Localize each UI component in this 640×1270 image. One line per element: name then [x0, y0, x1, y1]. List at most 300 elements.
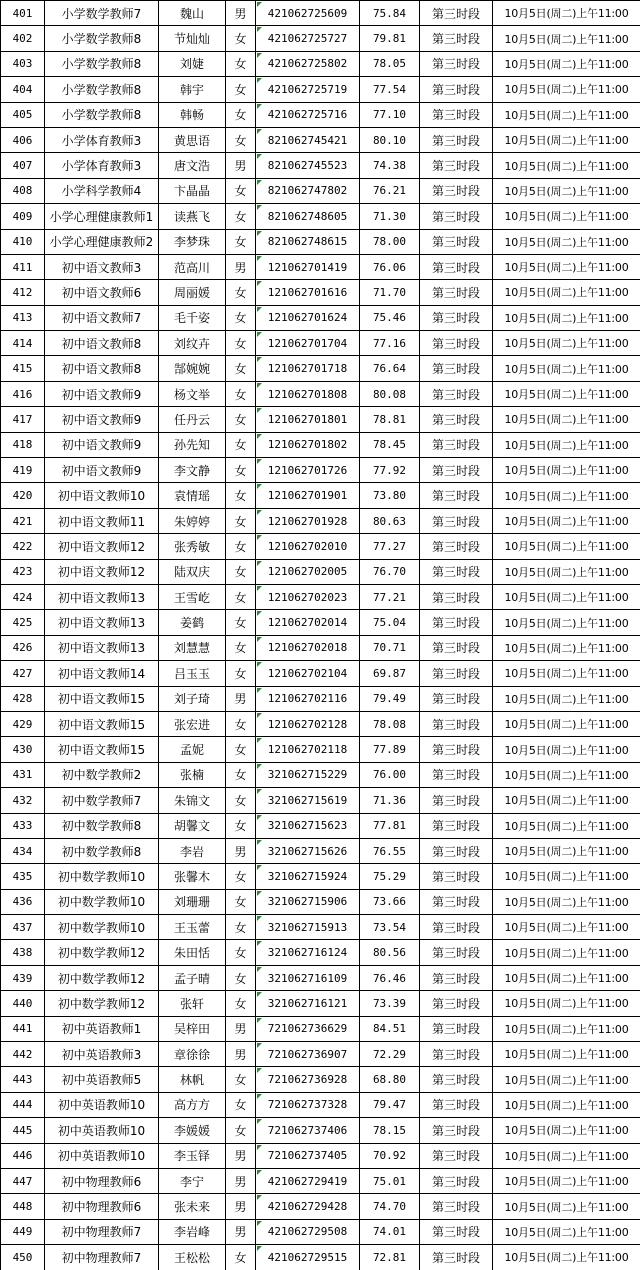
- row-number-cell: 423: [1, 559, 45, 584]
- exam-id-cell: 321062715619: [256, 788, 360, 813]
- row-number-cell: 436: [1, 889, 45, 914]
- row-number-cell: 427: [1, 661, 45, 686]
- score-cell: 74.38: [360, 153, 420, 178]
- candidate-name-cell: 朱田恬: [159, 940, 226, 965]
- session-cell: 第三时段: [420, 838, 493, 863]
- gender-cell: 女: [226, 458, 256, 483]
- position-cell: 初中物理教师6: [45, 1168, 159, 1193]
- candidate-name-cell: 王雪屹: [159, 584, 226, 609]
- table-row: [1, 204, 640, 229]
- table-row: [1, 127, 640, 152]
- session-cell: 第三时段: [420, 1219, 493, 1244]
- position-cell: 初中英语教师3: [45, 1042, 159, 1067]
- session-cell: 第三时段: [420, 686, 493, 711]
- score-cell: 72.81: [360, 1245, 420, 1270]
- check-in-time-cell: 10月5日(周二)上午11:00: [493, 711, 640, 736]
- table-row: [1, 762, 640, 787]
- exam-id-cell: 821062745421: [256, 127, 360, 152]
- session-cell: 第三时段: [420, 991, 493, 1016]
- candidate-name-cell: 李玉铎: [159, 1143, 226, 1168]
- gender-cell: 男: [226, 254, 256, 279]
- candidate-name-cell: 周丽媛: [159, 280, 226, 305]
- gender-cell: 女: [226, 280, 256, 305]
- check-in-time-cell: 10月5日(周二)上午11:00: [493, 331, 640, 356]
- check-in-time-cell: 10月5日(周二)上午11:00: [493, 584, 640, 609]
- gender-cell: 女: [226, 26, 256, 51]
- session-cell: 第三时段: [420, 1, 493, 26]
- table-row: [1, 51, 640, 76]
- position-cell: 初中数学教师10: [45, 889, 159, 914]
- candidate-name-cell: 孟子晴: [159, 965, 226, 990]
- table-row: [1, 178, 640, 203]
- score-cell: 76.00: [360, 762, 420, 787]
- session-cell: 第三时段: [420, 559, 493, 584]
- score-cell: 76.64: [360, 356, 420, 381]
- row-number-cell: 410: [1, 229, 45, 254]
- position-cell: 初中语文教师15: [45, 737, 159, 762]
- gender-cell: 女: [226, 51, 256, 76]
- check-in-time-cell: 10月5日(周二)上午11:00: [493, 1194, 640, 1219]
- gender-cell: 男: [226, 1194, 256, 1219]
- table-row: [1, 1, 640, 26]
- exam-id-cell: 121062702014: [256, 610, 360, 635]
- candidate-name-cell: 郜婉婉: [159, 356, 226, 381]
- table-row: [1, 864, 640, 889]
- position-cell: 初中物理教师7: [45, 1219, 159, 1244]
- candidate-name-cell: 刘纹卉: [159, 331, 226, 356]
- score-cell: 77.10: [360, 102, 420, 127]
- candidate-name-cell: 卞晶晶: [159, 178, 226, 203]
- candidate-name-cell: 张宏进: [159, 711, 226, 736]
- gender-cell: 男: [226, 1143, 256, 1168]
- check-in-time-cell: 10月5日(周二)上午11:00: [493, 432, 640, 457]
- gender-cell: 女: [226, 102, 256, 127]
- table-body: [1, 1, 640, 1270]
- session-cell: 第三时段: [420, 229, 493, 254]
- score-cell: 73.54: [360, 915, 420, 940]
- row-number-cell: 435: [1, 864, 45, 889]
- row-number-cell: 405: [1, 102, 45, 127]
- row-number-cell: 417: [1, 407, 45, 432]
- score-cell: 77.54: [360, 77, 420, 102]
- session-cell: 第三时段: [420, 102, 493, 127]
- check-in-time-cell: 10月5日(周二)上午11:00: [493, 610, 640, 635]
- candidate-name-cell: 姜鹤: [159, 610, 226, 635]
- score-cell: 75.46: [360, 305, 420, 330]
- exam-id-cell: 421062725719: [256, 77, 360, 102]
- score-cell: 76.46: [360, 965, 420, 990]
- candidate-name-cell: 李媛媛: [159, 1118, 226, 1143]
- row-number-cell: 404: [1, 77, 45, 102]
- gender-cell: 女: [226, 534, 256, 559]
- position-cell: 初中语文教师13: [45, 635, 159, 660]
- position-cell: 初中语文教师14: [45, 661, 159, 686]
- check-in-time-cell: 10月5日(周二)上午11:00: [493, 1067, 640, 1092]
- check-in-time-cell: 10月5日(周二)上午11:00: [493, 813, 640, 838]
- position-cell: 初中语文教师9: [45, 432, 159, 457]
- gender-cell: 女: [226, 915, 256, 940]
- table-row: [1, 381, 640, 406]
- table-row: [1, 737, 640, 762]
- exam-id-cell: 421062729508: [256, 1219, 360, 1244]
- candidate-name-cell: 张未来: [159, 1194, 226, 1219]
- exam-id-cell: 121062702128: [256, 711, 360, 736]
- gender-cell: 男: [226, 1016, 256, 1041]
- position-cell: 小学心理健康教师2: [45, 229, 159, 254]
- candidate-name-cell: 杨文举: [159, 381, 226, 406]
- check-in-time-cell: 10月5日(周二)上午11:00: [493, 534, 640, 559]
- table-row: [1, 102, 640, 127]
- session-cell: 第三时段: [420, 51, 493, 76]
- candidate-name-cell: 李宁: [159, 1168, 226, 1193]
- position-cell: 小学数学教师8: [45, 102, 159, 127]
- gender-cell: 女: [226, 508, 256, 533]
- gender-cell: 女: [226, 305, 256, 330]
- score-cell: 68.80: [360, 1067, 420, 1092]
- position-cell: 初中数学教师12: [45, 965, 159, 990]
- check-in-time-cell: 10月5日(周二)上午11:00: [493, 127, 640, 152]
- score-cell: 74.70: [360, 1194, 420, 1219]
- exam-id-cell: 321062715906: [256, 889, 360, 914]
- check-in-time-cell: 10月5日(周二)上午11:00: [493, 965, 640, 990]
- candidate-name-cell: 林帆: [159, 1067, 226, 1092]
- table-row: [1, 1219, 640, 1244]
- candidate-name-cell: 张馨木: [159, 864, 226, 889]
- row-number-cell: 429: [1, 711, 45, 736]
- exam-id-cell: 821062748605: [256, 204, 360, 229]
- candidate-name-cell: 王松松: [159, 1245, 226, 1270]
- score-cell: 71.30: [360, 204, 420, 229]
- row-number-cell: 420: [1, 483, 45, 508]
- table-row: [1, 635, 640, 660]
- position-cell: 初中英语教师10: [45, 1118, 159, 1143]
- position-cell: 初中语文教师3: [45, 254, 159, 279]
- session-cell: 第三时段: [420, 1067, 493, 1092]
- row-number-cell: 412: [1, 280, 45, 305]
- row-number-cell: 441: [1, 1016, 45, 1041]
- exam-id-cell: 121062702118: [256, 737, 360, 762]
- candidate-name-cell: 朱婷婷: [159, 508, 226, 533]
- score-cell: 70.92: [360, 1143, 420, 1168]
- score-cell: 77.81: [360, 813, 420, 838]
- session-cell: 第三时段: [420, 788, 493, 813]
- check-in-time-cell: 10月5日(周二)上午11:00: [493, 26, 640, 51]
- candidate-name-cell: 吴梓田: [159, 1016, 226, 1041]
- position-cell: 初中物理教师7: [45, 1245, 159, 1270]
- position-cell: 初中物理教师6: [45, 1194, 159, 1219]
- score-cell: 80.10: [360, 127, 420, 152]
- exam-id-cell: 721062736629: [256, 1016, 360, 1041]
- gender-cell: 女: [226, 1067, 256, 1092]
- session-cell: 第三时段: [420, 661, 493, 686]
- table-row: [1, 991, 640, 1016]
- exam-id-cell: 321062715924: [256, 864, 360, 889]
- row-number-cell: 414: [1, 331, 45, 356]
- position-cell: 小学心理健康教师1: [45, 204, 159, 229]
- gender-cell: 女: [226, 762, 256, 787]
- table-row: [1, 915, 640, 940]
- gender-cell: 女: [226, 331, 256, 356]
- candidate-name-cell: 任丹云: [159, 407, 226, 432]
- gender-cell: 女: [226, 584, 256, 609]
- gender-cell: 女: [226, 127, 256, 152]
- exam-id-cell: 121062702104: [256, 661, 360, 686]
- row-number-cell: 432: [1, 788, 45, 813]
- exam-id-cell: 421062725727: [256, 26, 360, 51]
- session-cell: 第三时段: [420, 635, 493, 660]
- gender-cell: 女: [226, 432, 256, 457]
- session-cell: 第三时段: [420, 432, 493, 457]
- check-in-time-cell: 10月5日(周二)上午11:00: [493, 1, 640, 26]
- row-number-cell: 403: [1, 51, 45, 76]
- position-cell: 初中语文教师9: [45, 381, 159, 406]
- session-cell: 第三时段: [420, 77, 493, 102]
- gender-cell: 男: [226, 1219, 256, 1244]
- check-in-time-cell: 10月5日(周二)上午11:00: [493, 204, 640, 229]
- session-cell: 第三时段: [420, 305, 493, 330]
- check-in-time-cell: 10月5日(周二)上午11:00: [493, 483, 640, 508]
- table-row: [1, 432, 640, 457]
- session-cell: 第三时段: [420, 940, 493, 965]
- position-cell: 初中语文教师9: [45, 458, 159, 483]
- position-cell: 初中数学教师8: [45, 813, 159, 838]
- position-cell: 初中语文教师15: [45, 686, 159, 711]
- score-cell: 76.55: [360, 838, 420, 863]
- table-row: [1, 889, 640, 914]
- exam-id-cell: 321062715229: [256, 762, 360, 787]
- session-cell: 第三时段: [420, 737, 493, 762]
- candidate-name-cell: 黄思语: [159, 127, 226, 152]
- score-cell: 78.00: [360, 229, 420, 254]
- score-cell: 79.81: [360, 26, 420, 51]
- exam-id-cell: 121062701901: [256, 483, 360, 508]
- candidate-name-cell: 高方方: [159, 1092, 226, 1117]
- gender-cell: 男: [226, 153, 256, 178]
- table-row: [1, 1118, 640, 1143]
- check-in-time-cell: 10月5日(周二)上午11:00: [493, 559, 640, 584]
- row-number-cell: 448: [1, 1194, 45, 1219]
- session-cell: 第三时段: [420, 1118, 493, 1143]
- session-cell: 第三时段: [420, 813, 493, 838]
- exam-id-cell: 321062715913: [256, 915, 360, 940]
- position-cell: 初中数学教师10: [45, 915, 159, 940]
- row-number-cell: 407: [1, 153, 45, 178]
- gender-cell: 女: [226, 610, 256, 635]
- exam-id-cell: 321062716124: [256, 940, 360, 965]
- exam-id-cell: 721062737328: [256, 1092, 360, 1117]
- score-cell: 76.21: [360, 178, 420, 203]
- check-in-time-cell: 10月5日(周二)上午11:00: [493, 508, 640, 533]
- session-cell: 第三时段: [420, 381, 493, 406]
- candidate-name-cell: 孙先知: [159, 432, 226, 457]
- score-cell: 71.36: [360, 788, 420, 813]
- score-cell: 79.49: [360, 686, 420, 711]
- score-cell: 78.45: [360, 432, 420, 457]
- candidate-name-cell: 读燕飞: [159, 204, 226, 229]
- candidate-name-cell: 节灿灿: [159, 26, 226, 51]
- score-cell: 70.71: [360, 635, 420, 660]
- score-cell: 80.08: [360, 381, 420, 406]
- position-cell: 小学体育教师3: [45, 127, 159, 152]
- session-cell: 第三时段: [420, 254, 493, 279]
- row-number-cell: 415: [1, 356, 45, 381]
- session-cell: 第三时段: [420, 153, 493, 178]
- check-in-time-cell: 10月5日(周二)上午11:00: [493, 356, 640, 381]
- candidate-name-cell: 刘子琦: [159, 686, 226, 711]
- candidate-name-cell: 魏山: [159, 1, 226, 26]
- exam-id-cell: 421062729515: [256, 1245, 360, 1270]
- check-in-time-cell: 10月5日(周二)上午11:00: [493, 77, 640, 102]
- exam-id-cell: 121062702023: [256, 584, 360, 609]
- exam-id-cell: 421062725802: [256, 51, 360, 76]
- position-cell: 小学数学教师8: [45, 26, 159, 51]
- gender-cell: 女: [226, 1118, 256, 1143]
- table-row: [1, 813, 640, 838]
- gender-cell: 女: [226, 1092, 256, 1117]
- candidate-name-cell: 李文静: [159, 458, 226, 483]
- position-cell: 初中语文教师13: [45, 584, 159, 609]
- table-row: [1, 1067, 640, 1092]
- candidate-name-cell: 李岩: [159, 838, 226, 863]
- row-number-cell: 450: [1, 1245, 45, 1270]
- exam-id-cell: 121062701726: [256, 458, 360, 483]
- session-cell: 第三时段: [420, 610, 493, 635]
- candidate-name-cell: 唐文浩: [159, 153, 226, 178]
- position-cell: 初中英语教师10: [45, 1092, 159, 1117]
- row-number-cell: 424: [1, 584, 45, 609]
- gender-cell: 女: [226, 711, 256, 736]
- table-row: [1, 280, 640, 305]
- table-row: [1, 534, 640, 559]
- check-in-time-cell: 10月5日(周二)上午11:00: [493, 889, 640, 914]
- score-cell: 80.56: [360, 940, 420, 965]
- session-cell: 第三时段: [420, 407, 493, 432]
- candidate-name-cell: 刘慧慧: [159, 635, 226, 660]
- table-row: [1, 965, 640, 990]
- position-cell: 初中语文教师11: [45, 508, 159, 533]
- session-cell: 第三时段: [420, 1092, 493, 1117]
- position-cell: 小学体育教师3: [45, 153, 159, 178]
- candidate-name-cell: 朱锦文: [159, 788, 226, 813]
- row-number-cell: 433: [1, 813, 45, 838]
- gender-cell: 女: [226, 737, 256, 762]
- row-number-cell: 426: [1, 635, 45, 660]
- exam-id-cell: 821062747802: [256, 178, 360, 203]
- row-number-cell: 447: [1, 1168, 45, 1193]
- session-cell: 第三时段: [420, 762, 493, 787]
- check-in-time-cell: 10月5日(周二)上午11:00: [493, 178, 640, 203]
- row-number-cell: 408: [1, 178, 45, 203]
- check-in-time-cell: 10月5日(周二)上午11:00: [493, 229, 640, 254]
- session-cell: 第三时段: [420, 711, 493, 736]
- position-cell: 初中英语教师5: [45, 1067, 159, 1092]
- candidate-name-cell: 张楠: [159, 762, 226, 787]
- session-cell: 第三时段: [420, 26, 493, 51]
- position-cell: 小学数学教师8: [45, 51, 159, 76]
- row-number-cell: 439: [1, 965, 45, 990]
- gender-cell: 女: [226, 483, 256, 508]
- candidate-name-cell: 张轩: [159, 991, 226, 1016]
- table-row: [1, 940, 640, 965]
- row-number-cell: 449: [1, 1219, 45, 1244]
- check-in-time-cell: 10月5日(周二)上午11:00: [493, 458, 640, 483]
- check-in-time-cell: 10月5日(周二)上午11:00: [493, 915, 640, 940]
- position-cell: 小学数学教师7: [45, 1, 159, 26]
- table-row: [1, 1042, 640, 1067]
- gender-cell: 女: [226, 204, 256, 229]
- table-row: [1, 153, 640, 178]
- exam-id-cell: 121062702010: [256, 534, 360, 559]
- check-in-time-cell: 10月5日(周二)上午11:00: [493, 1118, 640, 1143]
- position-cell: 初中数学教师12: [45, 940, 159, 965]
- exam-id-cell: 721062736907: [256, 1042, 360, 1067]
- row-number-cell: 411: [1, 254, 45, 279]
- exam-id-cell: 721062737406: [256, 1118, 360, 1143]
- row-number-cell: 430: [1, 737, 45, 762]
- score-cell: 78.81: [360, 407, 420, 432]
- gender-cell: 女: [226, 77, 256, 102]
- score-cell: 78.05: [360, 51, 420, 76]
- candidate-name-cell: 胡馨文: [159, 813, 226, 838]
- row-number-cell: 428: [1, 686, 45, 711]
- gender-cell: 女: [226, 407, 256, 432]
- row-number-cell: 431: [1, 762, 45, 787]
- check-in-time-cell: 10月5日(周二)上午11:00: [493, 51, 640, 76]
- row-number-cell: 438: [1, 940, 45, 965]
- score-cell: 75.01: [360, 1168, 420, 1193]
- check-in-time-cell: 10月5日(周二)上午11:00: [493, 280, 640, 305]
- score-cell: 80.63: [360, 508, 420, 533]
- table-row: [1, 1168, 640, 1193]
- candidate-name-cell: 李梦珠: [159, 229, 226, 254]
- gender-cell: 女: [226, 661, 256, 686]
- table-row: [1, 458, 640, 483]
- table-row: [1, 407, 640, 432]
- session-cell: 第三时段: [420, 534, 493, 559]
- candidate-name-cell: 王玉蕾: [159, 915, 226, 940]
- row-number-cell: 445: [1, 1118, 45, 1143]
- check-in-time-cell: 10月5日(周二)上午11:00: [493, 1219, 640, 1244]
- score-cell: 78.08: [360, 711, 420, 736]
- session-cell: 第三时段: [420, 458, 493, 483]
- row-number-cell: 434: [1, 838, 45, 863]
- row-number-cell: 409: [1, 204, 45, 229]
- exam-id-cell: 121062701616: [256, 280, 360, 305]
- exam-id-cell: 121062701928: [256, 508, 360, 533]
- table-row: [1, 686, 640, 711]
- check-in-time-cell: 10月5日(周二)上午11:00: [493, 305, 640, 330]
- score-cell: 79.47: [360, 1092, 420, 1117]
- score-cell: 75.04: [360, 610, 420, 635]
- table-row: [1, 1016, 640, 1041]
- row-number-cell: 437: [1, 915, 45, 940]
- gender-cell: 男: [226, 838, 256, 863]
- gender-cell: 女: [226, 965, 256, 990]
- check-in-time-cell: 10月5日(周二)上午11:00: [493, 1016, 640, 1041]
- check-in-time-cell: 10月5日(周二)上午11:00: [493, 661, 640, 686]
- gender-cell: 女: [226, 991, 256, 1016]
- score-cell: 84.51: [360, 1016, 420, 1041]
- session-cell: 第三时段: [420, 584, 493, 609]
- position-cell: 初中语文教师10: [45, 483, 159, 508]
- exam-id-cell: 421062725609: [256, 1, 360, 26]
- check-in-time-cell: 10月5日(周二)上午11:00: [493, 686, 640, 711]
- session-cell: 第三时段: [420, 483, 493, 508]
- exam-id-cell: 121062701624: [256, 305, 360, 330]
- candidate-name-cell: 陆双庆: [159, 559, 226, 584]
- position-cell: 初中语文教师15: [45, 711, 159, 736]
- candidate-name-cell: 张秀敏: [159, 534, 226, 559]
